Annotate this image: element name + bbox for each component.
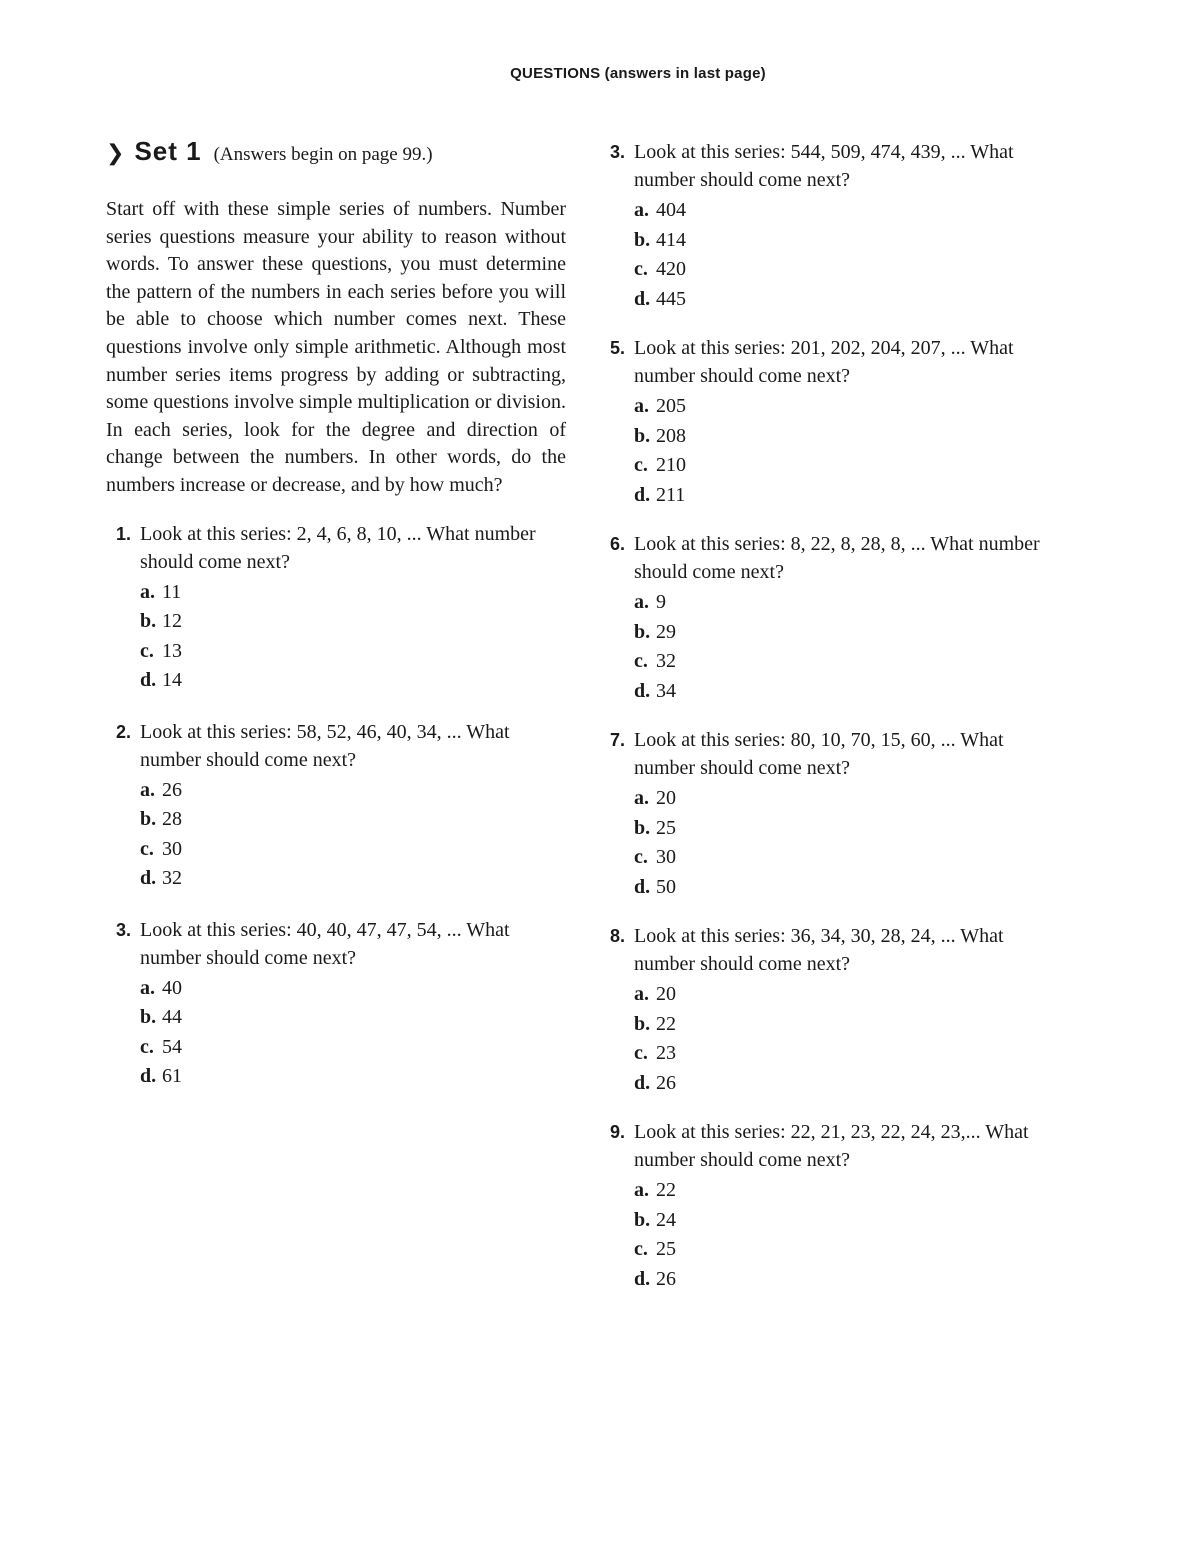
option-value: 30 xyxy=(162,837,182,860)
option-b[interactable] xyxy=(634,1010,1060,1040)
page-header-title: QUESTIONS (answers in last page) xyxy=(510,65,766,82)
question-number: 6. xyxy=(610,534,626,554)
option-value: 13 xyxy=(162,639,182,662)
question-text: Look at this series: 80, 10, 70, 15, 60, ... What number should come next? xyxy=(634,729,1004,779)
option-value: 26 xyxy=(656,1071,676,1094)
option-c[interactable] xyxy=(140,1033,566,1063)
question-text: Look at this series: 2, 4, 6, 8, 10, ... What number should come next? xyxy=(140,522,536,573)
option-list xyxy=(140,974,566,1092)
question-number: 8. xyxy=(610,926,626,946)
option-list xyxy=(634,980,1060,1098)
option-letter: d. xyxy=(140,669,157,692)
option-b[interactable] xyxy=(140,805,566,835)
option-letter: b. xyxy=(634,620,651,643)
question-number: 5. xyxy=(610,338,626,358)
option-value: 20 xyxy=(656,983,676,1005)
option-d[interactable] xyxy=(634,677,1060,707)
question-1 xyxy=(106,520,566,696)
option-a[interactable] xyxy=(140,776,566,806)
question-number: 9. xyxy=(610,1122,626,1142)
question-number: 2. xyxy=(116,721,132,742)
option-letter: a. xyxy=(634,1179,649,1201)
question-5 xyxy=(610,334,1060,510)
option-letter: b. xyxy=(634,1208,651,1231)
option-b[interactable] xyxy=(634,1206,1060,1236)
option-value: 210 xyxy=(656,454,686,476)
option-value: 205 xyxy=(656,395,686,417)
option-value: 44 xyxy=(162,1006,182,1029)
option-letter: b. xyxy=(634,228,651,251)
intro-paragraph: Start off with these simple series of numbers. Number series questions measure your ability to reason without words. To answer these questions, you must determine the pattern of the numbers in each series before you will be able to choose which number comes next. These questions involve only simple arithmetic. Although most number series items progress by adding or subtracting, some questions involve simple multiplication or division. In each series, look for the degree and direction of change between the numbers. In other words, do the numbers increase or decrease, and by how much? xyxy=(106,198,566,496)
option-list xyxy=(634,588,1060,706)
option-c[interactable] xyxy=(634,1039,1060,1069)
option-value: 211 xyxy=(656,483,686,506)
option-b[interactable] xyxy=(140,607,566,637)
option-letter: a. xyxy=(140,976,155,999)
option-value: 11 xyxy=(162,580,182,603)
set-label: Set 1 xyxy=(134,136,202,166)
option-d[interactable] xyxy=(140,1062,566,1092)
option-letter: c. xyxy=(140,1035,154,1058)
question-8 xyxy=(610,922,1060,1098)
option-c[interactable] xyxy=(634,255,1060,285)
option-a[interactable] xyxy=(634,588,1060,618)
option-value: 28 xyxy=(162,808,182,831)
option-a[interactable] xyxy=(634,1176,1060,1206)
option-value: 26 xyxy=(162,778,182,801)
question-3b xyxy=(610,138,1060,314)
option-value: 50 xyxy=(656,875,676,898)
option-value: 445 xyxy=(656,287,686,310)
option-list xyxy=(140,578,566,696)
option-letter: b. xyxy=(634,816,651,839)
option-b[interactable] xyxy=(634,814,1060,844)
option-letter: c. xyxy=(634,258,648,280)
option-letter: d. xyxy=(634,483,651,506)
option-a[interactable] xyxy=(140,974,566,1004)
question-9 xyxy=(610,1118,1060,1294)
option-letter: c. xyxy=(634,1238,648,1260)
option-value: 14 xyxy=(162,669,182,692)
option-value: 26 xyxy=(656,1267,676,1290)
right-column xyxy=(610,138,1060,1294)
option-value: 34 xyxy=(656,679,676,702)
option-letter: c. xyxy=(634,846,648,868)
option-value: 30 xyxy=(656,846,676,868)
option-letter: d. xyxy=(634,1267,651,1290)
option-d[interactable] xyxy=(140,666,566,696)
option-letter: c. xyxy=(140,837,154,860)
option-a[interactable] xyxy=(140,578,566,608)
option-value: 32 xyxy=(162,867,182,890)
option-a[interactable] xyxy=(634,784,1060,814)
option-letter: d. xyxy=(140,867,157,890)
question-text: Look at this series: 544, 509, 474, 439, ... What number should come next? xyxy=(634,141,1014,191)
option-c[interactable] xyxy=(634,451,1060,481)
option-d[interactable] xyxy=(634,481,1060,511)
option-letter: a. xyxy=(634,787,649,809)
option-value: 32 xyxy=(656,650,676,672)
option-value: 25 xyxy=(656,816,676,839)
option-value: 404 xyxy=(656,199,686,221)
option-c[interactable] xyxy=(634,647,1060,677)
option-letter: a. xyxy=(140,580,155,603)
question-2 xyxy=(106,718,566,894)
option-c[interactable] xyxy=(140,637,566,667)
option-list xyxy=(634,1176,1060,1294)
option-list xyxy=(634,196,1060,314)
option-letter: a. xyxy=(634,395,649,417)
option-b[interactable] xyxy=(634,422,1060,452)
option-list xyxy=(634,392,1060,510)
question-number: 3. xyxy=(610,142,626,162)
option-value: 29 xyxy=(656,620,676,643)
option-value: 24 xyxy=(656,1208,676,1231)
option-letter: c. xyxy=(634,1042,648,1064)
option-value: 12 xyxy=(162,610,182,633)
option-value: 61 xyxy=(162,1065,182,1088)
question-number: 3. xyxy=(116,919,132,940)
question-6 xyxy=(610,530,1060,706)
question-text: Look at this series: 22, 21, 23, 22, 24, 23,... What number should come next? xyxy=(634,1121,1029,1171)
option-letter: a. xyxy=(634,983,649,1005)
question-number: 1. xyxy=(116,523,132,544)
page-header xyxy=(0,65,1200,82)
option-letter: c. xyxy=(634,454,648,476)
option-d[interactable] xyxy=(634,285,1060,315)
left-column xyxy=(106,136,566,1092)
option-value: 40 xyxy=(162,976,182,999)
option-d[interactable] xyxy=(634,1265,1060,1295)
option-c[interactable] xyxy=(634,1235,1060,1265)
option-value: 20 xyxy=(656,787,676,809)
question-number: 7. xyxy=(610,730,626,750)
option-d[interactable] xyxy=(140,864,566,894)
option-letter: a. xyxy=(634,591,649,613)
option-letter: d. xyxy=(634,287,651,310)
option-letter: b. xyxy=(140,808,157,831)
option-letter: d. xyxy=(634,875,651,898)
option-value: 54 xyxy=(162,1035,182,1058)
option-letter: a. xyxy=(140,778,155,801)
option-b[interactable] xyxy=(140,1003,566,1033)
set-heading xyxy=(106,136,566,176)
option-letter: c. xyxy=(140,639,154,662)
question-text: Look at this series: 58, 52, 46, 40, 34, ... What number should come next? xyxy=(140,720,510,771)
set-answers-note: (Answers begin on page 99.) xyxy=(213,144,433,165)
option-letter: b. xyxy=(140,610,157,633)
option-letter: d. xyxy=(634,1071,651,1094)
option-value: 22 xyxy=(656,1179,676,1201)
option-a[interactable] xyxy=(634,980,1060,1010)
option-list xyxy=(140,776,566,894)
option-letter: d. xyxy=(634,679,651,702)
option-value: 25 xyxy=(656,1238,676,1260)
question-text: Look at this series: 201, 202, 204, 207, ... What number should come next? xyxy=(634,337,1014,387)
option-letter: c. xyxy=(634,650,648,672)
option-c[interactable] xyxy=(140,835,566,865)
option-d[interactable] xyxy=(634,1069,1060,1099)
question-3 xyxy=(106,916,566,1092)
question-text: Look at this series: 36, 34, 30, 28, 24, ... What number should come next? xyxy=(634,925,1004,975)
question-text: Look at this series: 8, 22, 8, 28, 8, ... What number should come next? xyxy=(634,533,1040,583)
chevron-right-icon: ❯ xyxy=(106,141,125,166)
question-7 xyxy=(610,726,1060,902)
question-text: Look at this series: 40, 40, 47, 47, 54, ... What number should come next? xyxy=(140,918,510,969)
option-b[interactable] xyxy=(634,618,1060,648)
option-a[interactable] xyxy=(634,392,1060,422)
option-a[interactable] xyxy=(634,196,1060,226)
option-letter: b. xyxy=(140,1006,157,1029)
option-value: 9 xyxy=(656,591,666,613)
option-value: 23 xyxy=(656,1042,676,1064)
option-c[interactable] xyxy=(634,843,1060,873)
option-value: 414 xyxy=(656,228,686,251)
option-letter: b. xyxy=(634,1012,651,1035)
option-letter: b. xyxy=(634,424,651,447)
option-list xyxy=(634,784,1060,902)
option-b[interactable] xyxy=(634,226,1060,256)
option-letter: a. xyxy=(634,199,649,221)
option-d[interactable] xyxy=(634,873,1060,903)
option-value: 420 xyxy=(656,258,686,280)
option-value: 208 xyxy=(656,424,686,447)
option-letter: d. xyxy=(140,1065,157,1088)
option-value: 22 xyxy=(656,1012,676,1035)
